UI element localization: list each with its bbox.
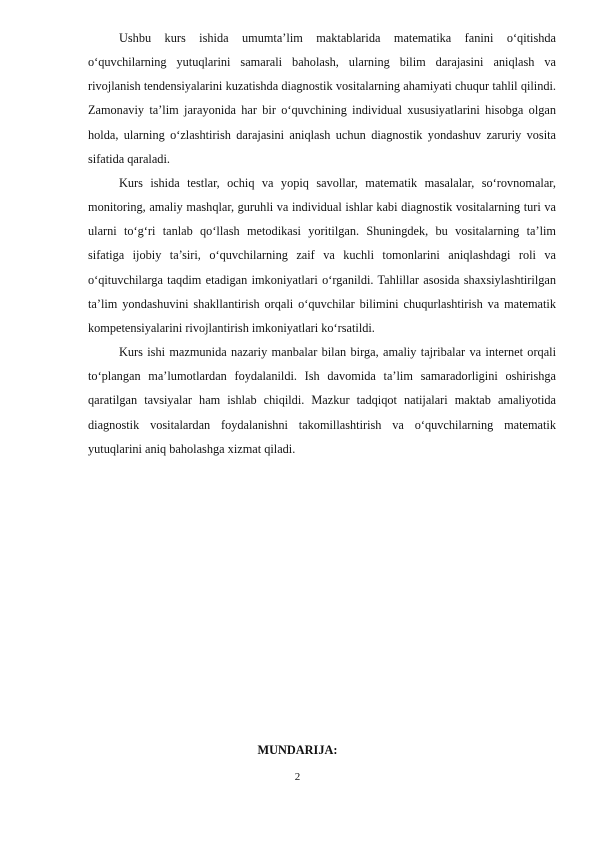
body-text [88, 26, 556, 461]
paragraph-conclusion-3: Kurs ishi mazmunida nazariy manbalar bilan birga, amaliy tajribalar va internet orqali to‘plangan ma’lumotlardan foydalanildi. Ish davomida ta’lim samaradorligini oshirishga qaratilgan tavsiyalar ham ishlab chiqildi. Mazkur tadqiqot natijalari maktab amaliyotida diagnostik vositalardan foydalanishni takomillashtirish va o‘quvchilarning matematik yutuqlarini aniq baholashga xizmat qiladi. [88, 345, 556, 456]
paragraph-conclusion-1: Ushbu kurs ishida umumta’lim maktablarida matematika fanini o‘qitishda o‘quvchilarning yutuqlarini samarali baholash, ularning bilim darajasini aniqlash va rivojlanish tendensiyalarini kuzatishda diagnostik vositalarning ahamiyati chuqur tahlil qilindi. Zamonaviy ta’lim jarayonida har bir o‘quvchining individual xususiyatlarini hisobga olgan holda, ularning o‘zlashtirish darajasini aniqlash uchun diagnostik yondashuv zaruriy vosita sifatida qaraladi. [88, 31, 556, 166]
contents-heading: MUNDARIJA: [257, 743, 338, 757]
page-number: 2 [294, 771, 301, 783]
paragraph-conclusion-2: Kurs ishida testlar, ochiq va yopiq savollar, matematik masalalar, so‘rovnomalar, monitoring, amaliy mashqlar, guruhli va individual ishlar kabi diagnostik vositalarning turi va ularni to‘g‘ri tanlab qo‘llash metodikasi yoritilgan. Shuningdek, bu vositalarning ta’lim sifatiga ijobiy ta’siri, o‘quvchilarning zaif va kuchli tomonlarini aniqlashdagi roli va o‘qituvchilarga taqdim etadigan imkoniyatlari o‘rganildi. Tahlillar asosida shaxsiylashtirilgan ta’lim yondashuvini shakllantirish orqali o‘quvchilar bilimini chuqurlashtirish va matematik kompetensiyalarini rivojlantirish imkoniyatlari ko‘rsatildi. [88, 175, 556, 335]
